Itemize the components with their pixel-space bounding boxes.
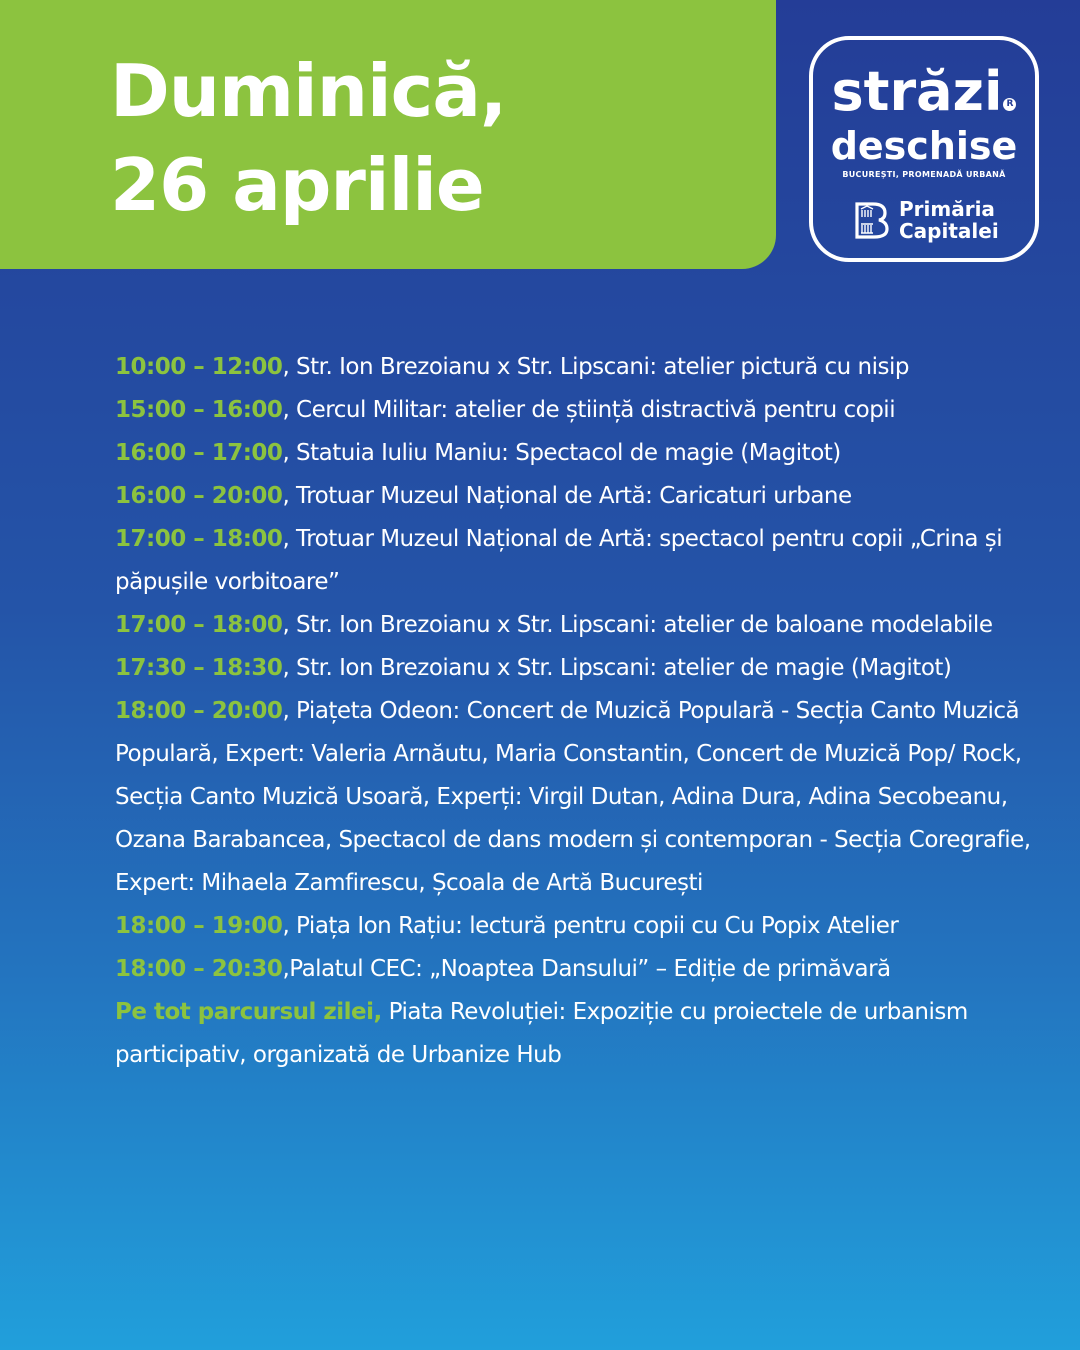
event-description: , Cercul Militar: atelier de știință distractivă pentru copii	[282, 397, 896, 423]
event-item	[115, 948, 1055, 991]
event-time: Pe tot parcursul zilei,	[115, 999, 382, 1025]
event-item	[115, 604, 1055, 647]
event-time: 18:00 – 20:30	[115, 956, 283, 982]
event-description: , Piațeta Odeon: Concert de Muzică Populară - Secția Canto Muzică Populară, Expert: Valeria Arnăutu, Maria Constantin, Concert de Muzică Pop/ Rock, Secția Canto Muzică Usoară, Experți: Virgil Dutan, Adina Dura, Adina Secobeanu, Ozana Barabancea, Spectacol de dans modern și contemporan - Secția Coregrafie, Expert: Mihaela Zamfirescu, Școala de Artă București	[115, 698, 1031, 896]
page-title	[110, 44, 506, 232]
event-description: , Trotuar Muzeul Național de Artă: spectacol pentru copii „Crina și păpușile vorbitoare”	[115, 526, 1003, 595]
event-time: 15:00 – 16:00	[115, 397, 283, 423]
event-item	[115, 991, 1055, 1077]
event-time: 17:00 – 18:00	[115, 612, 283, 638]
event-description: , Statuia Iuliu Maniu: Spectacol de magie (Magitot)	[282, 440, 841, 466]
title-date: 26 aprilie	[110, 143, 484, 227]
event-item	[115, 389, 1055, 432]
event-item	[115, 346, 1055, 389]
event-item	[115, 518, 1055, 604]
event-schedule	[115, 346, 1055, 1077]
partner-name	[899, 198, 999, 242]
header-panel	[0, 0, 776, 269]
event-time: 10:00 – 12:00	[115, 354, 283, 380]
event-time: 18:00 – 19:00	[115, 913, 283, 939]
event-time: 17:00 – 18:00	[115, 526, 283, 552]
event-item	[115, 905, 1055, 948]
event-time: 18:00 – 20:00	[115, 698, 283, 724]
title-day: Duminică,	[110, 49, 507, 133]
partner-line2: Capitalei	[899, 219, 999, 243]
primaria-capitalei-logo	[853, 198, 1013, 244]
logo-brand-word: străzi	[831, 60, 1003, 123]
event-item	[115, 432, 1055, 475]
logo-brand-line1	[813, 60, 1035, 123]
event-item	[115, 690, 1055, 905]
primaria-capitalei-b-icon	[853, 200, 891, 240]
logo-tagline: BUCUREȘTI, PROMENADĂ URBANĂ	[842, 170, 1006, 179]
event-description: , Piața Ion Rațiu: lectură pentru copii cu Cu Popix Atelier	[282, 913, 899, 939]
event-description: , Trotuar Muzeul Național de Artă: Caricaturi urbane	[282, 483, 852, 509]
strazi-deschise-logo	[809, 36, 1039, 262]
logo-brand-line2: deschise	[830, 124, 1018, 168]
event-time: 17:30 – 18:30	[115, 655, 283, 681]
event-time: 16:00 – 17:00	[115, 440, 283, 466]
partner-line1: Primăria	[899, 197, 995, 221]
event-item	[115, 647, 1055, 690]
event-description: ,Palatul CEC: „Noaptea Dansului” – Ediție de primăvară	[282, 956, 891, 982]
event-description: , Str. Ion Brezoianu x Str. Lipscani: atelier de magie (Magitot)	[282, 655, 952, 681]
event-description: Piata Revoluției: Expoziție cu proiectele de urbanism participativ, organizată de Urbanize Hub	[115, 999, 968, 1068]
event-time: 16:00 – 20:00	[115, 483, 283, 509]
registered-mark-icon: R	[1003, 98, 1016, 111]
event-description: , Str. Ion Brezoianu x Str. Lipscani: atelier de baloane modelabile	[282, 612, 993, 638]
event-item	[115, 475, 1055, 518]
event-description: , Str. Ion Brezoianu x Str. Lipscani: atelier pictură cu nisip	[282, 354, 909, 380]
